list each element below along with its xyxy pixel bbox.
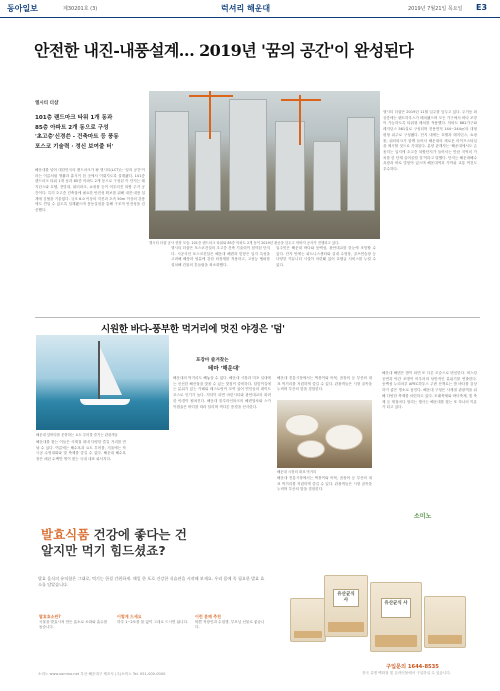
building bbox=[195, 131, 221, 211]
tower bbox=[229, 99, 267, 211]
page-number: E3 bbox=[476, 3, 488, 12]
article1-lead bbox=[35, 114, 140, 152]
product-package bbox=[370, 582, 422, 652]
ad-brand-logo: 소미노 bbox=[414, 513, 432, 520]
article1-body-col3: 입주민은 해운대 바다와 동백섬, 광안대교를 한눈에 조망할 수 있다. 단지 안에는 피트니스센터와 실내 수영장, 골프연습장 등 다양한 커뮤니티 시설이 마련돼 있어 호텔급 서비스를 누릴 수 있다. bbox=[276, 246, 376, 268]
dish bbox=[285, 414, 319, 436]
building bbox=[313, 141, 341, 211]
ad-description: 발효 음식의 유익함은 그대로, 먹기는 한결 간편하게. 매일 한 포로 건강한 식습관을 시작해 보세요. 우리 몸에 꼭 필요한 발효 효소를 담았습니다. bbox=[38, 576, 265, 587]
article2-body-col2: 해운대의 먹거리도 빼놓을 수 없다. 해운대 시장과 미포 일대에는 신선한 해산물을 맛볼 수 있는 맛집이 즐비하다. 달맞이길에는 분위기 있는 카페와 레스토랑이 모여 있어 연인들의 데이트 코스로 인기가 높다. 저녁이 되면 마린시티와 광안대교의 화려한 야경이 펼쳐진다. 해운대 블루라인파크의 해변열차와 스카이캡슐은 바다를 따라 달리며 색다른 풍경을 선사한다. bbox=[173, 376, 271, 409]
ad-phone[interactable]: 구입문의 1644-8535 bbox=[386, 664, 439, 670]
package-fill bbox=[428, 635, 462, 644]
ad-info-box bbox=[116, 613, 190, 639]
article1-body-col2: 엘시티 더샵은 포스코건설의 초고층 건축 기술력이 집약된 단지다. 시공사인 포스코건설은 해운대 해변과 맞닿은 입지 특성을 고려해 해풍과 염분에 강한 외장재를 적용하고, 고성능 댐퍼를 설치해 건물의 흔들림을 최소화했다. bbox=[171, 246, 270, 268]
package-fill bbox=[375, 635, 417, 647]
ad-box-title: 이렇게 드세요 bbox=[117, 614, 142, 619]
lead-line: 101층 랜드마크 타워 1개 동과 bbox=[35, 115, 113, 121]
package-label-text: 유산균식 사 bbox=[337, 592, 355, 604]
article2-headline: 시원한 바다-풍부한 먹거리에 멋진 야경은 '덤' bbox=[101, 324, 285, 335]
product-package bbox=[290, 598, 326, 642]
crane-arm bbox=[281, 99, 321, 101]
food-photo bbox=[277, 400, 372, 468]
lead-line: 85층 아파트 2개 동으로 구성 bbox=[35, 124, 109, 131]
crane bbox=[299, 95, 301, 145]
publication-date: 2019년 7월21일 목요일 bbox=[408, 6, 463, 12]
section-title: 럭셔리 해운대 bbox=[221, 4, 271, 13]
ad-info-box bbox=[38, 613, 112, 639]
article1-headline: 안전한 내진-내풍설계… 2019년 '꿈의 공간'이 완성된다 bbox=[34, 41, 414, 60]
dish bbox=[325, 424, 363, 450]
paper-name: 동아일보 bbox=[7, 4, 38, 13]
yacht-hull bbox=[80, 399, 130, 405]
package-label-text: 유산균식 사 bbox=[384, 601, 408, 607]
article2-body-col4: 해운대 해변은 밤이 되면 또 다른 모습으로 변신한다. 버스킹 공연과 야간 조명이 어우러져 낭만적인 분위기를 연출한다. 동백섬 누리마루 APEC하우스 주변 산책로는 밤 바다를 감상하기 좋은 명소로 꼽힌다. 해운대 구청은 사계절 관광객을 위해 다양한 축제를 마련하고 있다. 모래축제와 바다축제, 빛 축제 등 계절마다 열리는 행사는 해운대를 찾는 또 하나의 이유가 되고 있다. bbox=[382, 371, 477, 410]
lead-line: '초고층'신경쓴 - 건축마트 등 풍동 bbox=[35, 134, 119, 140]
package-label bbox=[381, 598, 411, 618]
crane bbox=[209, 91, 211, 139]
yacht-sail bbox=[100, 347, 122, 395]
ad-info-box bbox=[194, 613, 268, 639]
ad-headline-highlight: 발효식품 bbox=[41, 527, 90, 542]
article2-body-col3-top: 해운대 전통시장에서는 떡볶이와 어묵, 꼼장어 등 부산의 대표 먹거리를 저렴하게 즐길 수 있다. 관광객들은 시장 골목을 누비며 부산의 맛을 경험한다. bbox=[277, 376, 372, 392]
ad-phone-subtext: 전국 유명 백화점 및 온라인몰에서 구입하실 수 있습니다. bbox=[362, 671, 451, 675]
article1-tag: 엘시티 더샵 bbox=[35, 101, 59, 106]
building bbox=[347, 117, 375, 211]
article2-body-col1: 해운대를 찾는 이들은 사계절 내내 다양한 즐길 거리를 만날 수 있다. 여름에는 해수욕과 요트 투어를, 겨울에는 북극곰 수영대회와 빛 축제를 즐길 수 있다. 해운대 해수욕장은 매년 수백만 명이 찾는 국내 대표 피서지다. bbox=[36, 440, 126, 462]
article2-body-col3: 해운대 전통시장에서는 떡볶이와 어묵, 꼼장어 등 부산의 대표 먹거리를 저렴하게 즐길 수 있다. 관광객들은 시장 골목을 누비며 부산의 맛을 경험한다. bbox=[277, 476, 372, 492]
ad-box-text: 곡물을 발효시켜 만든 효소로 소화와 흡수를 돕습니다. bbox=[39, 619, 108, 629]
issue-number: 제30201호 (3) bbox=[63, 6, 98, 12]
article1-body-col4: 엘시티 더샵은 2019년 11월 입주를 앞두고 있다. 주거동 최상층에는 펜트하우스가 배치됐으며 모든 가구에서 바다 조망이 가능하도록 타워형 배치를 적용했다. 아파트 882가구와 레지던스 561실로 구성되며 전용면적 144~244㎡의 대형 평형 위주로 구성됐다. 단지 내에는 호텔과 레지던스, 쇼핑몰, 워터파크가 함께 들어서 해운대의 새로운 라이프스타일을 제시할 것으로 기대된다. 분양 관계자는 '해운대에서도 손꼽히는 입지에 초고층 복합단지가 들어서는 만큼 지역의 가치를 한 단계 끌어올릴 것'이라고 말했다. 단지는 해운대해수욕장과 바로 맞닿아 있으며 해운대역과 가까워 교통 여건도 우수하다. bbox=[383, 110, 477, 172]
article2-kicker-title: 테마 '해운대' bbox=[208, 366, 240, 372]
photo1-caption: 엘시티 더샵 공사 현장 모습. 101층 랜드마크 타워와 85층 아파트 2개 동이 2019년 완공을 앞두고 막바지 공사가 진행되고 있다. bbox=[149, 241, 340, 245]
product-package bbox=[424, 596, 466, 648]
photo2-caption: 해운대 앞바다를 운항하는 요트 투어를 즐기는 관광객들 bbox=[36, 433, 118, 437]
package-fill bbox=[294, 631, 323, 639]
crane-arm bbox=[189, 95, 233, 97]
yacht-photo bbox=[36, 335, 169, 430]
package-fill bbox=[328, 622, 363, 633]
ad-info-boxes bbox=[38, 613, 268, 639]
article1-body-col1: 해운대를 넘어 대한민국의 랜드마크가 될 엘시티(LCT)는 '꿈의 공간'이라는 이름처럼 생활과 휴식이 한 곳에서 이뤄지도록 설계됐다. 101층 랜드마크 타워 1개 동과 85층 아파트 2개 동으로 구성된 이 단지는 레지던스와 호텔, 전망대, 워터파크, 쇼핑몰 등이 어우러진 복합 주거 공간이다. 특히 초고층 건축물에 필요한 안전성 확보를 위해 내진·내풍 설계에 심혈을 기울였다. 규모 6.0 이상의 지진과 초속 50m 이상의 강풍에도 견딜 수 있도록 설계됐으며 풍동실험을 통해 구조적 안전성을 검증했다. bbox=[35, 168, 145, 212]
ad-footer: 소미노 www.somino.net 부산 해운대구 제조사 (주)소미노 Tel. 051-000-0000 bbox=[38, 672, 166, 676]
masthead bbox=[0, 0, 500, 18]
ad-box-text: 바쁜 직장인과 수험생, 부모님 선물로 좋습니다. bbox=[195, 619, 265, 629]
ad-box-text: 하루 1~2포를 물 없이 그대로 드시면 됩니다. bbox=[117, 619, 189, 624]
dish bbox=[297, 440, 325, 458]
article2-kicker: 포장마 즐겨찾는 bbox=[196, 358, 229, 363]
building bbox=[155, 111, 189, 211]
ad-box-title: 발효효소란? bbox=[39, 614, 61, 619]
ad-headline-rest: 건강에 좋다는 건 bbox=[89, 527, 187, 542]
photo3-caption: 해운대 시장의 대표 먹거리 bbox=[277, 470, 317, 474]
lead-line: 포스코 기술력 · 정신 보여줄 터' bbox=[35, 143, 114, 150]
product-package bbox=[324, 575, 368, 637]
package-label bbox=[333, 589, 358, 607]
section-divider bbox=[35, 317, 480, 318]
construction-photo bbox=[149, 91, 380, 239]
ad-box-title: 이런 분께 추천 bbox=[195, 614, 221, 619]
ad-headline-line2: 알지만 먹기 힘드셨죠? bbox=[41, 543, 166, 558]
